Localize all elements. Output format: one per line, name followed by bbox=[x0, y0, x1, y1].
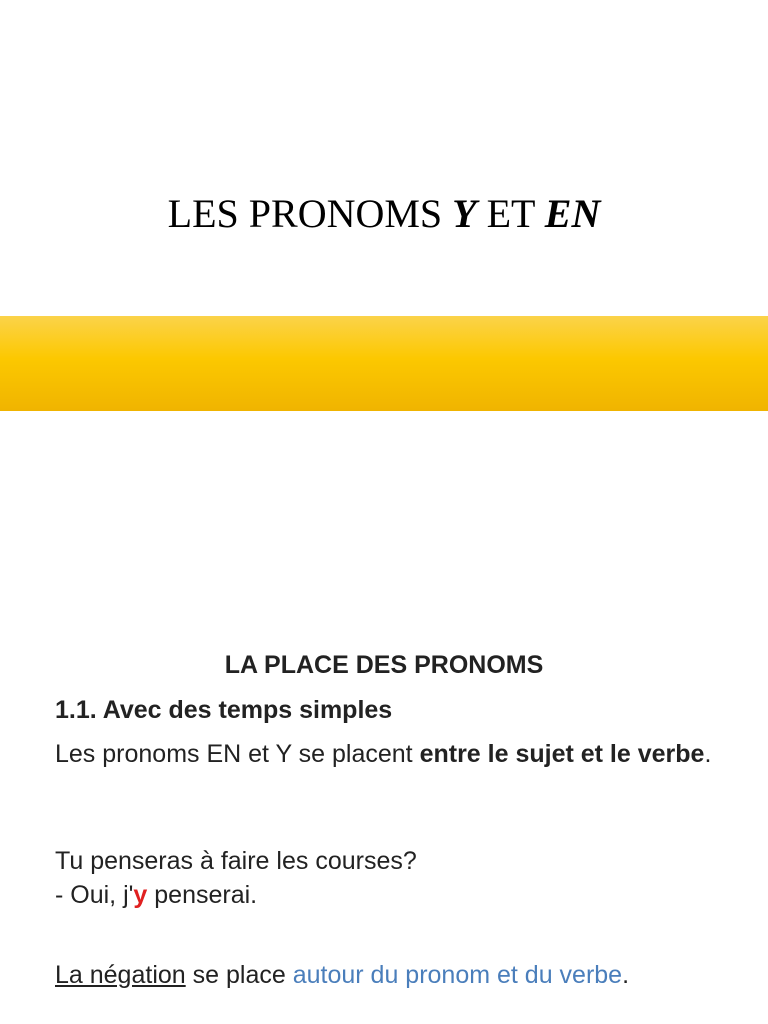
title-part2: ET bbox=[476, 191, 545, 236]
negation-paragraph bbox=[55, 958, 735, 992]
negation-highlight: autour du pronom et du verbe bbox=[292, 961, 623, 989]
answer-end: penserai. bbox=[147, 881, 258, 909]
example-answer bbox=[55, 878, 735, 912]
negation-middle: se place bbox=[185, 961, 293, 989]
gold-banner bbox=[0, 316, 768, 411]
example-question: Tu penseras à faire les courses? bbox=[55, 847, 417, 875]
rule-text: Les pronoms EN et Y se placent bbox=[55, 740, 420, 768]
slide-title bbox=[0, 190, 768, 238]
title-en: EN bbox=[544, 191, 601, 236]
rule-bold: entre le sujet et le verbe bbox=[419, 740, 705, 768]
title-part1: LES PRONOMS bbox=[167, 191, 453, 236]
rule-paragraph bbox=[55, 737, 735, 771]
answer-start: - Oui, j' bbox=[55, 881, 134, 909]
title-y: Y bbox=[452, 191, 477, 236]
section-heading: LA PLACE DES PRONOMS bbox=[224, 651, 544, 679]
subheading: 1.1. Avec des temps simples bbox=[55, 696, 393, 724]
negation-term: La négation bbox=[55, 961, 186, 989]
example-block bbox=[55, 844, 735, 912]
negation-end: . bbox=[622, 961, 630, 989]
answer-pronoun: y bbox=[133, 881, 148, 909]
rule-end: . bbox=[704, 740, 712, 768]
